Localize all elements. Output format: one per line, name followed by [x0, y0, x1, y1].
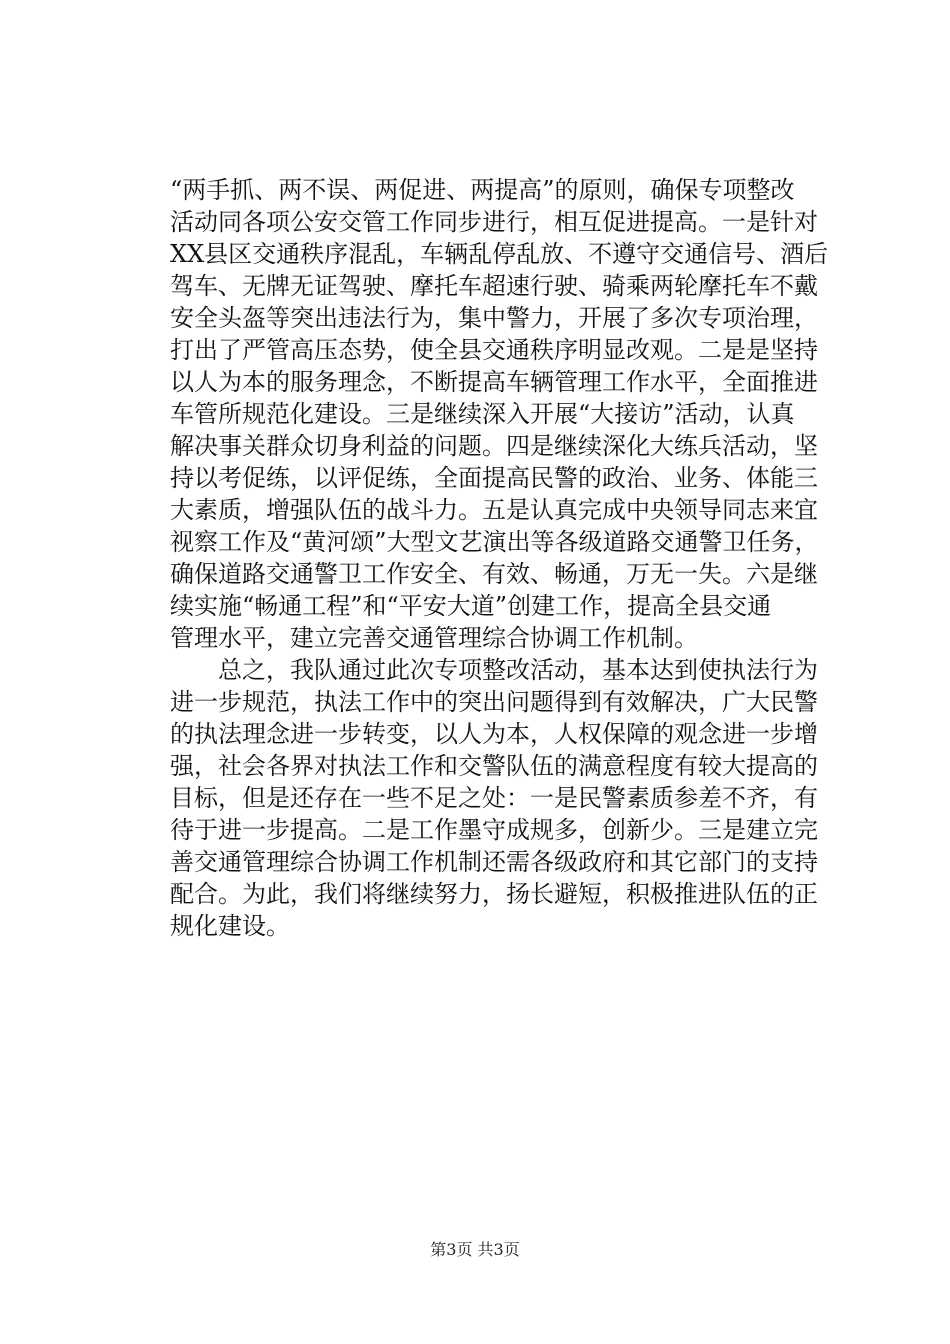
text-line: 总之，我队通过此次专项整改活动，基本达到使执法行为 [170, 656, 818, 684]
text-line: “两手抓、两不误、两促进、两提高”的原则，确保专项整改 [170, 176, 795, 204]
text-line: 视察工作及“黄河颂”大型文艺演出等各级道路交通警卫任务， [170, 528, 819, 556]
text-line: 目标，但是还存在一些不足之处：一是民警素质参差不齐，有 [170, 784, 818, 812]
text-line: 确保道路交通警卫工作安全、有效、畅通，万无一失。六是继 [170, 560, 818, 588]
text-line: 待于进一步提高。二是工作墨守成规多，创新少。三是建立完 [170, 816, 818, 844]
text-line: 的执法理念进一步转变，以人为本，人权保障的观念进一步增 [170, 720, 818, 748]
text-line: 打出了严管高压态势，使全县交通秩序明显改观。二是是坚持 [170, 336, 818, 364]
text-line: 规化建设。 [170, 912, 290, 940]
text-line: 续实施“畅通工程”和“平安大道”创建工作，提高全县交通 [170, 592, 772, 620]
body-text [170, 174, 829, 942]
text-line: 以人为本的服务理念，不断提高车辆管理工作水平，全面推进 [170, 368, 818, 396]
text-line: 安全头盔等突出违法行为，集中警力，开展了多次专项治理， [170, 304, 818, 332]
page-number: 第3页 共3页 [430, 1240, 520, 1259]
page-footer [0, 1240, 950, 1260]
text-line: XX县区交通秩序混乱，车辆乱停乱放、不遵守交通信号、酒后 [170, 240, 829, 268]
text-line: 持以考促练，以评促练，全面提高民警的政治、业务、体能三 [170, 464, 818, 492]
text-line: 进一步规范，执法工作中的突出问题得到有效解决，广大民警 [170, 688, 818, 716]
text-line: 车管所规范化建设。三是继续深入开展“大接访”活动，认真 [170, 400, 795, 428]
text-line: 大素质，增强队伍的战斗力。五是认真完成中央领导同志来宜 [170, 496, 818, 524]
text-line: 活动同各项公安交管工作同步进行，相互促进提高。一是针对 [170, 208, 818, 236]
text-line: 解决事关群众切身利益的问题。四是继续深化大练兵活动，坚 [170, 432, 818, 460]
text-line: 驾车、无牌无证驾驶、摩托车超速行驶、骑乘两轮摩托车不戴 [170, 272, 818, 300]
text-line: 强，社会各界对执法工作和交警队伍的满意程度有较大提高的 [170, 752, 818, 780]
text-line: 配合。为此，我们将继续努力，扬长避短，积极推进队伍的正 [170, 880, 818, 908]
text-line: 善交通管理综合协调工作机制还需各级政府和其它部门的支持 [170, 848, 818, 876]
text-line: 管理水平，建立完善交通管理综合协调工作机制。 [170, 624, 698, 652]
